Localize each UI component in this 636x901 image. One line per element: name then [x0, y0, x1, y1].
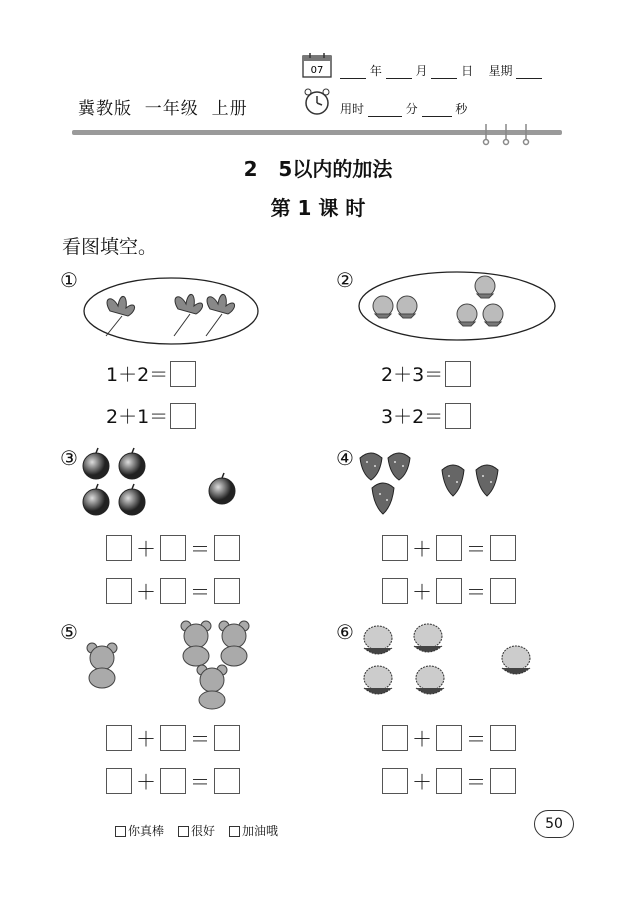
teddy-bear-icon [219, 621, 249, 666]
peaches-picture [357, 270, 557, 346]
answer-box[interactable] [106, 578, 132, 604]
minutes-label: 分 [405, 102, 418, 116]
plus-sign: ＋ [412, 770, 432, 794]
answer-box[interactable] [214, 578, 240, 604]
strawberry-icon [360, 453, 382, 480]
problem-2-eq1 [381, 360, 471, 387]
problem-5-number: ⑤ [60, 620, 78, 644]
instruction: 看图填空。 [62, 236, 158, 258]
equals-sign: ＝ [190, 537, 210, 561]
page-number: 50 [534, 810, 574, 838]
apples-picture [80, 446, 240, 524]
answer-box[interactable] [214, 535, 240, 561]
teddy-bear-icon [181, 621, 211, 666]
answer-box[interactable] [106, 768, 132, 794]
blank-weekday[interactable] [516, 66, 542, 79]
eq-text: 3＋2＝ [381, 406, 444, 428]
day-label: 日 [461, 64, 474, 78]
blank-year[interactable] [340, 66, 366, 79]
year-label: 年 [369, 64, 382, 78]
answer-box[interactable] [160, 535, 186, 561]
eq-text: 2＋1＝ [106, 406, 169, 428]
answer-box[interactable] [445, 361, 471, 387]
answer-box[interactable] [382, 535, 408, 561]
equals-sign: ＝ [190, 727, 210, 751]
plus-sign: ＋ [136, 580, 156, 604]
apple-icon [83, 489, 109, 515]
strawberry-icon [476, 465, 498, 496]
apple-icon [83, 453, 109, 479]
option-keep-going[interactable] [229, 822, 278, 839]
answer-box[interactable] [490, 578, 516, 604]
eq-text: 2＋3＝ [381, 364, 444, 386]
problem-5-eq1 [106, 723, 240, 752]
blank-month[interactable] [386, 66, 412, 79]
eq-text: 1＋2＝ [106, 364, 169, 386]
peach-icon [483, 304, 503, 326]
peach-icon [373, 296, 393, 318]
problem-5-eq2 [106, 766, 240, 795]
problem-4-eq2 [382, 576, 516, 605]
peach-icon [475, 276, 495, 298]
option-label: 很好 [191, 824, 216, 838]
bee-icon [414, 624, 442, 652]
answer-box[interactable] [160, 768, 186, 794]
answer-box[interactable] [382, 578, 408, 604]
problem-2-number: ② [336, 268, 354, 292]
time-used-label: 用时 [340, 102, 365, 116]
answer-box[interactable] [490, 535, 516, 561]
strawberry-icon [442, 465, 464, 496]
problem-1-eq1 [106, 360, 196, 387]
plus-sign: ＋ [412, 537, 432, 561]
equals-sign: ＝ [466, 580, 486, 604]
date-line [340, 62, 542, 79]
answer-box[interactable] [382, 768, 408, 794]
answer-box[interactable] [170, 361, 196, 387]
equals-sign: ＝ [190, 580, 210, 604]
answer-box[interactable] [106, 535, 132, 561]
lotus-icon [206, 294, 235, 336]
problem-3-eq2 [106, 576, 240, 605]
problem-3-eq1 [106, 533, 240, 562]
checkbox[interactable] [229, 826, 240, 837]
month-label: 月 [415, 64, 428, 78]
plus-sign: ＋ [136, 537, 156, 561]
plus-sign: ＋ [136, 727, 156, 751]
problem-4-number: ④ [336, 446, 354, 470]
plus-sign: ＋ [412, 580, 432, 604]
self-assessment [115, 822, 278, 839]
teddy-bear-icon [87, 643, 117, 688]
calendar-day: 07 [310, 65, 324, 76]
lotus-icon [174, 294, 203, 336]
answer-box[interactable] [436, 725, 462, 751]
answer-box[interactable] [106, 725, 132, 751]
flowers-picture [82, 276, 260, 350]
time-line [340, 100, 467, 117]
bee-icon [364, 626, 392, 654]
answer-box[interactable] [160, 725, 186, 751]
answer-box[interactable] [160, 578, 186, 604]
peach-icon [457, 304, 477, 326]
answer-box[interactable] [490, 725, 516, 751]
answer-box[interactable] [170, 403, 196, 429]
lotus-icon [106, 296, 135, 336]
answer-box[interactable] [436, 768, 462, 794]
option-great[interactable] [115, 822, 164, 839]
option-label: 加油哦 [242, 824, 279, 838]
plus-sign: ＋ [412, 727, 432, 751]
calendar-icon [302, 52, 332, 82]
blank-seconds[interactable] [422, 104, 452, 117]
strawberry-icon [388, 453, 410, 480]
divider-pins-icon [478, 124, 538, 150]
equals-sign: ＝ [190, 770, 210, 794]
problem-6-number: ⑥ [336, 620, 354, 644]
apple-icon [119, 453, 145, 479]
problem-1-eq2 [106, 402, 196, 429]
bee-icon [364, 666, 392, 694]
answer-box[interactable] [214, 768, 240, 794]
problem-6-eq2 [382, 766, 516, 795]
seconds-label: 秒 [455, 102, 468, 116]
clock-icon [302, 88, 332, 120]
unit-title: 2 5以内的加法 [243, 157, 393, 181]
strawberries-picture [356, 444, 516, 524]
option-good[interactable] [178, 822, 215, 839]
apple-icon [209, 478, 235, 504]
equals-sign: ＝ [466, 537, 486, 561]
equals-sign: ＝ [466, 727, 486, 751]
problem-4-eq1 [382, 533, 516, 562]
problem-6-eq1 [382, 723, 516, 752]
problem-1-number: ① [60, 268, 78, 292]
answer-box[interactable] [382, 725, 408, 751]
bee-icon [416, 666, 444, 694]
bees-picture [356, 616, 546, 708]
peach-icon [397, 296, 417, 318]
plus-sign: ＋ [136, 770, 156, 794]
bee-icon [502, 646, 530, 674]
teddy-bear-icon [197, 665, 227, 709]
answer-box[interactable] [490, 768, 516, 794]
weekday-label: 星期 [488, 64, 513, 78]
apple-icon [119, 489, 145, 515]
publisher-line: 冀教版 一年级 上册 [78, 99, 248, 119]
lesson-title: 第 1 课 时 [270, 196, 366, 220]
equals-sign: ＝ [466, 770, 486, 794]
strawberry-icon [372, 483, 394, 514]
answer-box[interactable] [436, 535, 462, 561]
option-label: 你真棒 [128, 824, 165, 838]
blank-day[interactable] [431, 66, 457, 79]
problem-3-number: ③ [60, 446, 78, 470]
blank-minutes[interactable] [368, 104, 402, 117]
problem-2-eq2 [381, 402, 471, 429]
answer-box[interactable] [214, 725, 240, 751]
checkbox[interactable] [178, 826, 189, 837]
bears-picture [80, 618, 260, 714]
answer-box[interactable] [436, 578, 462, 604]
checkbox[interactable] [115, 826, 126, 837]
answer-box[interactable] [445, 403, 471, 429]
